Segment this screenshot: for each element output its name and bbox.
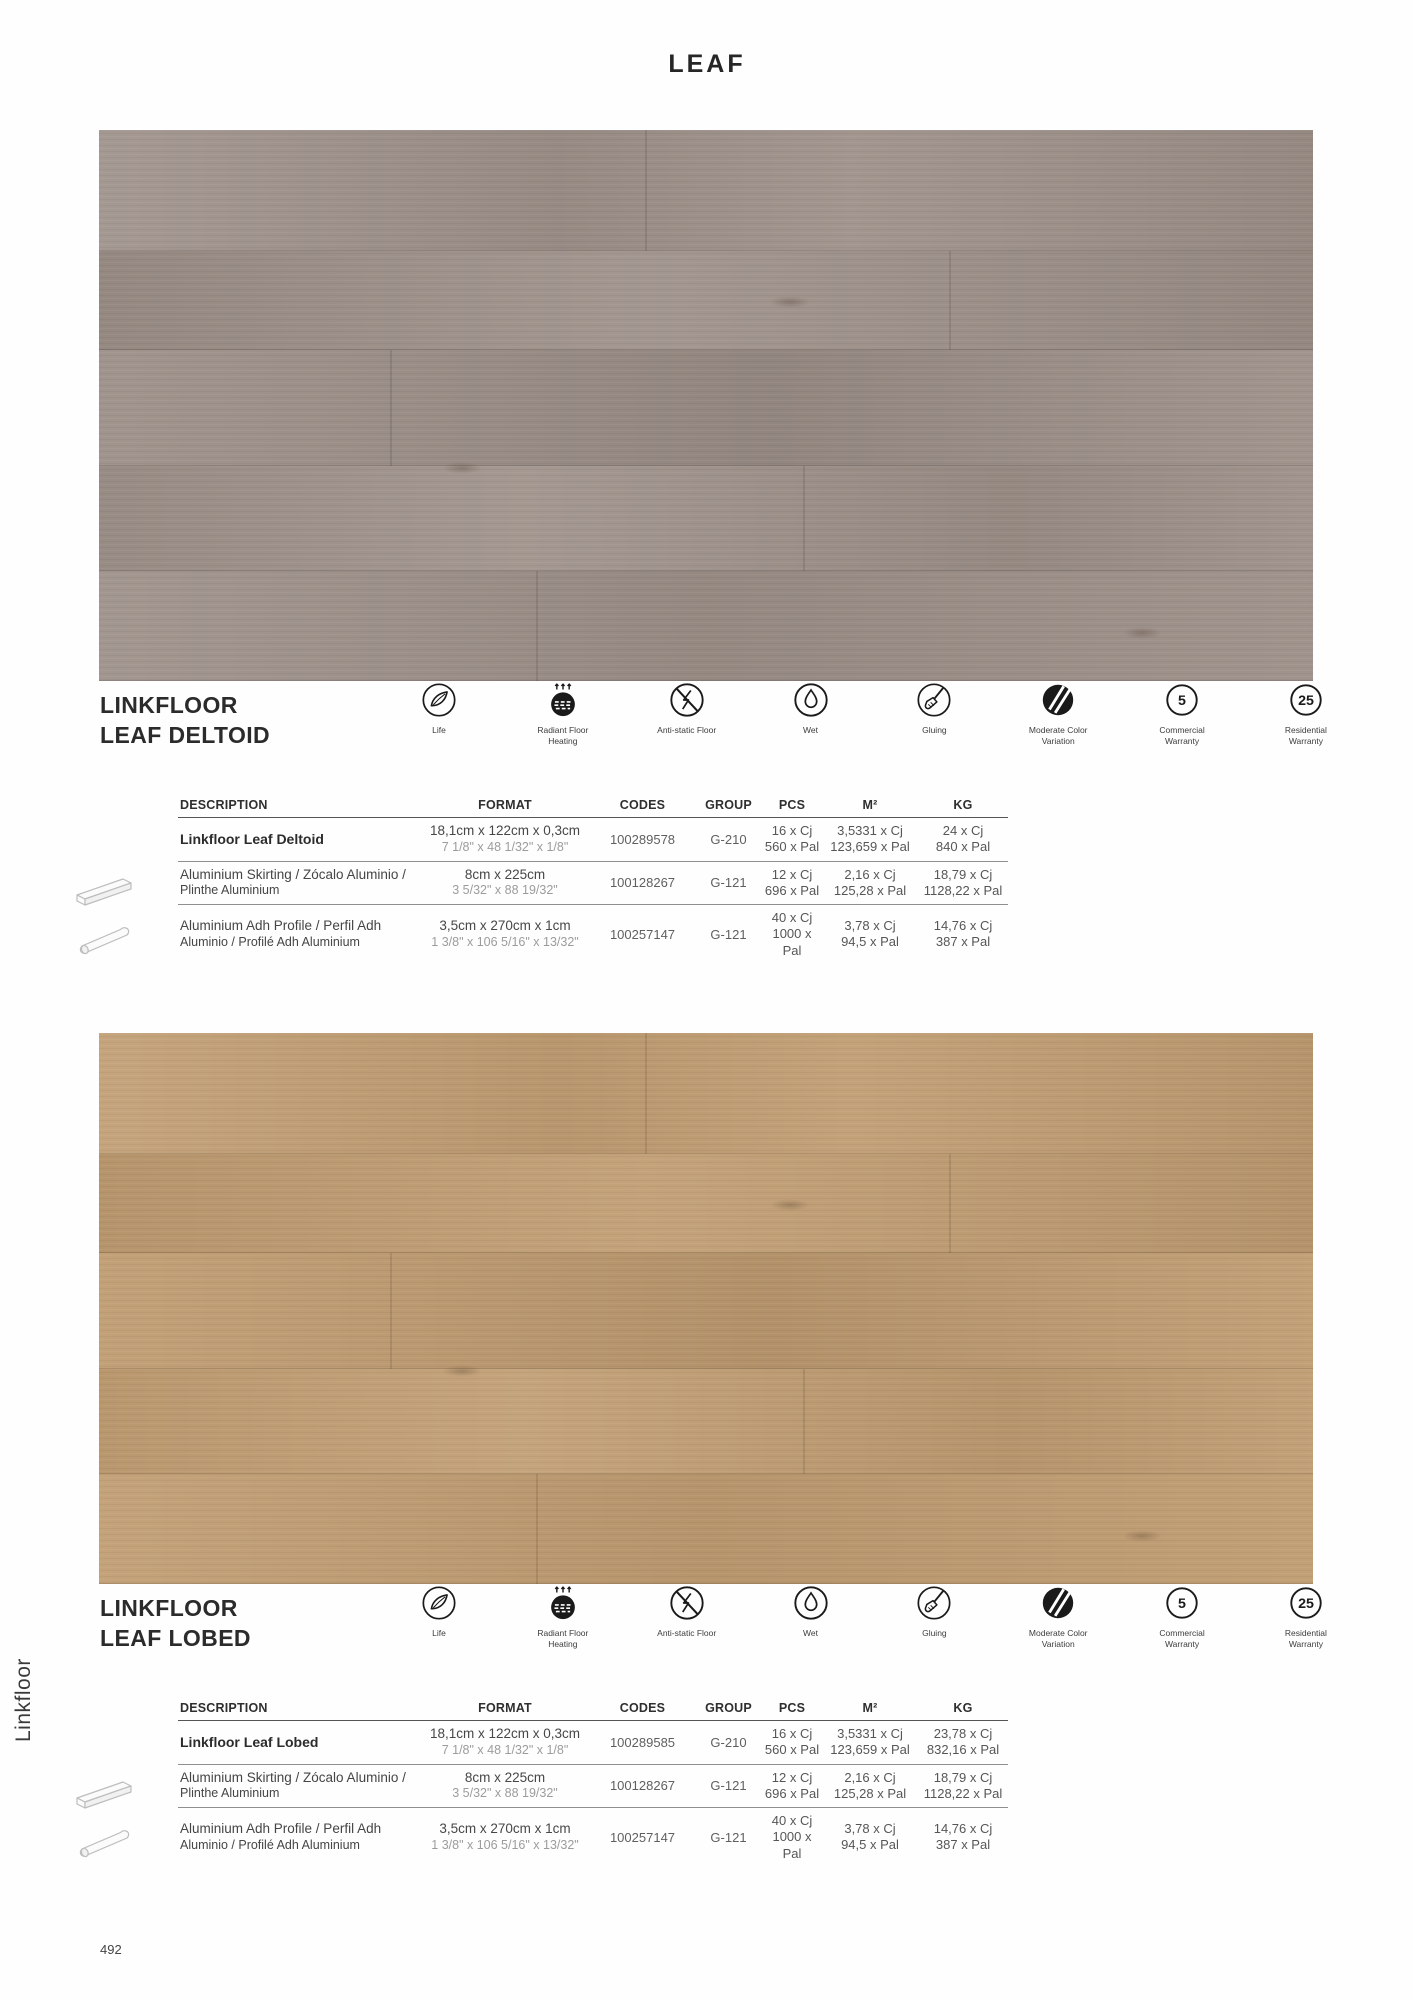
plank-seam (949, 1154, 951, 1253)
cell-kg (918, 818, 1008, 862)
cell-line: 8cm x 225cm (464, 866, 546, 882)
adh-profile-thumbnail-icon (72, 1821, 140, 1869)
cell-kg (918, 905, 1008, 964)
icon-label: Gluing (922, 725, 947, 735)
cell-kg (918, 861, 1008, 905)
cell-description (178, 1764, 420, 1808)
column-header: FORMAT (420, 798, 590, 818)
plank-seam (390, 350, 392, 466)
column-header: PCS (762, 1701, 822, 1721)
table-header-row (178, 798, 1008, 818)
radiant-floor-heating-icon (544, 681, 582, 719)
product-section-leaf-deltoid (0, 130, 1414, 1030)
product-heading-line2: LEAF DELTOID (100, 722, 271, 748)
cell-line: Aluminium Skirting / Zócalo Aluminio / (180, 866, 406, 882)
spec-table-container (178, 798, 1008, 964)
anti-static-floor-icon (668, 1584, 706, 1622)
product-photo-leaf-lobed (99, 1033, 1313, 1584)
icon-label: Life (432, 725, 446, 735)
cell-group: G-121 (695, 861, 762, 905)
cell-line: 1128,22 x Pal (923, 882, 1003, 898)
icon-label: Moderate Color Variation (1028, 725, 1088, 747)
cell-line: 2,16 x Cj (844, 1769, 896, 1785)
anti-static-floor-legend (645, 681, 729, 747)
cell-pcs (762, 818, 822, 862)
residential-warranty-legend (1264, 1584, 1348, 1650)
cell-description (178, 861, 420, 905)
wood-plank (99, 251, 1313, 350)
gluing-legend (892, 681, 976, 747)
wood-knot (439, 461, 485, 475)
cell-line: 125,28 x Pal (833, 1785, 907, 1801)
sidebar-collection-label: Linkfloor (12, 1658, 35, 1742)
cell-description (178, 1808, 420, 1867)
radiant-floor-heating-icon (544, 1584, 582, 1622)
cell-line: 40 x Cj (771, 1813, 813, 1828)
cell-line: 18,79 x Cj (933, 866, 993, 882)
cell-line: 14,76 x Cj (933, 1821, 993, 1837)
column-header: DESCRIPTION (178, 1701, 420, 1721)
feature-icons-strip (397, 681, 1348, 747)
cell-line: 12 x Cj (771, 1769, 813, 1785)
cell-line: 3 5/32" x 88 19/32" (452, 1786, 558, 1801)
cell-line: 16 x Cj (771, 823, 813, 838)
cell-line: 387 x Pal (935, 1837, 991, 1853)
cell-line: Aluminium Adh Profile / Perfil Adh (180, 918, 382, 934)
cell-line: Aluminium Adh Profile / Perfil Adh (180, 1821, 382, 1837)
page-title: LEAF (668, 50, 746, 78)
adh-profile-thumbnail-icon (72, 918, 140, 966)
plank-seam (645, 130, 647, 251)
cell-line: 1128,22 x Pal (923, 1785, 1003, 1801)
cell-line: 1000 x Pal (772, 926, 812, 958)
spec-table-container (178, 1701, 1008, 1867)
table-row (178, 818, 1008, 862)
svg-text:25: 25 (1297, 693, 1314, 710)
cell-codes: 100257147 (609, 1829, 676, 1845)
product-heading-line1: LINKFLOOR (100, 692, 238, 718)
product-heading-line2: LEAF LOBED (100, 1625, 251, 1651)
commercial-warranty-legend (1140, 1584, 1224, 1650)
cell-line: 3,5cm x 270cm x 1cm (439, 918, 571, 934)
cell-group: G-121 (710, 1829, 747, 1845)
cell-line: 18,1cm x 122cm x 0,3cm (429, 823, 581, 838)
cell-m2 (822, 1764, 918, 1808)
column-header: GROUP (695, 798, 762, 818)
cell-line: 696 x Pal (764, 1785, 820, 1801)
anti-static-floor-legend (645, 1584, 729, 1650)
wood-plank (99, 1033, 1313, 1154)
cell-line: 3,78 x Cj (844, 918, 896, 934)
cell-line: 3,5331 x Cj (837, 1726, 903, 1741)
wet-legend (769, 681, 853, 747)
table-row (178, 905, 1008, 964)
cell-line: Plinthe Aluminium (180, 883, 280, 898)
wood-knot (439, 1364, 485, 1378)
column-header: DESCRIPTION (178, 798, 420, 818)
cell-line: 94,5 x Pal (841, 1837, 899, 1853)
table-row (178, 861, 1008, 905)
cell-group: G-210 (695, 1721, 762, 1765)
cell-line: 3,78 x Cj (844, 1821, 896, 1837)
product-heading (100, 1593, 251, 1653)
cell-line: Linkfloor Leaf Deltoid (180, 830, 324, 847)
cell-line: 1000 x Pal (772, 1829, 812, 1861)
gluing-legend (892, 1584, 976, 1650)
plank-seam (949, 251, 951, 350)
cell-line: 14,76 x Cj (933, 918, 993, 934)
page-number: 492 (100, 1942, 122, 1957)
wet-icon (792, 1584, 830, 1622)
icon-label: Residential Warranty (1284, 725, 1327, 747)
cell-m2 (822, 818, 918, 862)
anti-static-floor-icon (668, 681, 706, 719)
cell-description (178, 818, 420, 862)
cell-codes: 100128267 (590, 1764, 695, 1808)
icon-label: Anti-static Floor (657, 1628, 717, 1638)
moderate-color-variation-legend (1016, 681, 1100, 747)
icon-label: Wet (803, 725, 819, 735)
cell-line: Aluminium Skirting / Zócalo Aluminio / (180, 1769, 406, 1785)
cell-format (420, 861, 590, 905)
cell-format (420, 818, 590, 862)
icon-label: Radiant Floor Heating (537, 1628, 589, 1650)
cell-pcs (762, 1764, 822, 1808)
cell-line: 840 x Pal (935, 839, 991, 855)
plank-seam (803, 1369, 805, 1474)
cell-line: 560 x Pal (764, 1742, 820, 1758)
column-header: CODES (590, 1701, 695, 1721)
cell-line: 832,16 x Pal (926, 1742, 1000, 1758)
icon-label: Residential Warranty (1284, 1628, 1327, 1650)
product-photo-leaf-deltoid (99, 130, 1313, 681)
cell-m2 (822, 905, 918, 964)
commercial-warranty-icon (1163, 681, 1201, 719)
wood-plank (99, 1154, 1313, 1253)
cell-kg (918, 1764, 1008, 1808)
cell-line: 2,16 x Cj (844, 866, 896, 882)
cell-codes: 100289585 (590, 1721, 695, 1765)
radiant-floor-heating-legend (521, 1584, 605, 1650)
cell-codes: 100257147 (609, 926, 676, 942)
table-row (178, 1764, 1008, 1808)
cell-format (420, 1721, 590, 1765)
column-header: GROUP (695, 1701, 762, 1721)
gluing-icon (915, 1584, 953, 1622)
column-header: KG (918, 1701, 1008, 1721)
cell-line: 1 3/8" x 106 5/16" x 13/32" (431, 935, 579, 949)
column-header: PCS (762, 798, 822, 818)
cell-line: 125,28 x Pal (833, 882, 907, 898)
column-header: M² (822, 798, 918, 818)
life-legend (397, 1584, 481, 1650)
column-header: M² (822, 1701, 918, 1721)
accessory-thumbnails (72, 1773, 140, 1869)
cell-line: 23,78 x Cj (933, 1726, 993, 1741)
moderate-color-variation-icon (1039, 1584, 1077, 1622)
cell-m2 (822, 1721, 918, 1765)
wood-plank (99, 1369, 1313, 1474)
wood-knot (1119, 1529, 1165, 1543)
wet-legend (769, 1584, 853, 1650)
cell-pcs (762, 905, 822, 964)
spec-table (178, 1701, 1008, 1867)
cell-codes: 100289578 (590, 818, 695, 862)
cell-line: 7 1/8" x 48 1/32" x 1/8" (441, 839, 569, 854)
icon-label: Commercial Warranty (1159, 725, 1205, 747)
cell-line: 387 x Pal (935, 934, 991, 950)
column-header: FORMAT (420, 1701, 590, 1721)
product-heading-line1: LINKFLOOR (100, 1595, 238, 1621)
skirting-thumbnail-icon (72, 870, 140, 918)
life-icon (420, 681, 458, 719)
table-row (178, 1721, 1008, 1765)
residential-warranty-icon (1287, 1584, 1325, 1622)
cell-line: 3,5331 x Cj (837, 823, 903, 838)
cell-line: Plinthe Aluminium (180, 1786, 280, 1801)
icon-label: Moderate Color Variation (1028, 1628, 1088, 1650)
cell-pcs (762, 861, 822, 905)
residential-warranty-legend (1264, 681, 1348, 747)
wet-icon (792, 681, 830, 719)
plank-seam (536, 1474, 538, 1584)
column-header: CODES (590, 798, 695, 818)
cell-line: 18,1cm x 122cm x 0,3cm (429, 1726, 581, 1741)
feature-icons-strip (397, 1584, 1348, 1650)
wood-plank (99, 130, 1313, 251)
svg-text:25: 25 (1297, 1596, 1314, 1613)
cell-m2 (822, 861, 918, 905)
accessory-thumbnails (72, 870, 140, 966)
gluing-icon (915, 681, 953, 719)
moderate-color-variation-icon (1039, 681, 1077, 719)
cell-line: 18,79 x Cj (933, 1769, 993, 1785)
cell-pcs (762, 1808, 822, 1867)
cell-line: 696 x Pal (764, 882, 820, 898)
cell-line: 16 x Cj (771, 1726, 813, 1741)
cell-group: G-210 (695, 818, 762, 862)
icon-label: Radiant Floor Heating (537, 725, 589, 747)
radiant-floor-heating-legend (521, 681, 605, 747)
cell-group: G-121 (695, 1764, 762, 1808)
table-row (178, 1808, 1008, 1867)
svg-text:5: 5 (1178, 1596, 1187, 1613)
cell-kg (918, 1808, 1008, 1867)
product-section-leaf-lobed (0, 1033, 1414, 1933)
column-header: KG (918, 798, 1008, 818)
cell-line: 123,659 x Pal (830, 1742, 910, 1758)
plank-seam (536, 571, 538, 681)
plank-seam (390, 1253, 392, 1369)
icon-label: Wet (803, 1628, 819, 1638)
life-legend (397, 681, 481, 747)
commercial-warranty-icon (1163, 1584, 1201, 1622)
cell-codes: 100128267 (590, 861, 695, 905)
cell-line: 560 x Pal (764, 839, 820, 855)
residential-warranty-icon (1287, 681, 1325, 719)
cell-format (420, 1764, 590, 1808)
cell-line: 12 x Cj (771, 866, 813, 882)
cell-line: 7 1/8" x 48 1/32" x 1/8" (441, 1742, 569, 1757)
svg-text:5: 5 (1178, 693, 1187, 710)
skirting-thumbnail-icon (72, 1773, 140, 1821)
cell-format (420, 905, 590, 964)
moderate-color-variation-legend (1016, 1584, 1100, 1650)
wood-plank (99, 350, 1313, 466)
cell-line: 94,5 x Pal (841, 934, 899, 950)
wood-knot (1119, 626, 1165, 640)
icon-label: Commercial Warranty (1159, 1628, 1205, 1650)
cell-format (420, 1808, 590, 1867)
plank-seam (645, 1033, 647, 1154)
cell-line: 40 x Cj (771, 910, 813, 925)
cell-line: Aluminio / Profilé Adh Aluminium (180, 1838, 360, 1852)
cell-line: 3 5/32" x 88 19/32" (452, 883, 558, 898)
commercial-warranty-legend (1140, 681, 1224, 747)
icon-label: Gluing (922, 1628, 947, 1638)
cell-line: 8cm x 225cm (464, 1769, 546, 1785)
cell-line: Aluminio / Profilé Adh Aluminium (180, 935, 360, 949)
cell-line: 1 3/8" x 106 5/16" x 13/32" (431, 1838, 579, 1852)
cell-description (178, 1721, 420, 1765)
cell-kg (918, 1721, 1008, 1765)
spec-table (178, 798, 1008, 964)
icon-label: Anti-static Floor (657, 725, 717, 735)
cell-m2 (822, 1808, 918, 1867)
cell-line: 3,5cm x 270cm x 1cm (439, 1821, 571, 1837)
product-heading (100, 690, 270, 750)
wood-plank (99, 466, 1313, 571)
table-header-row (178, 1701, 1008, 1721)
cell-group: G-121 (710, 926, 747, 942)
icon-label: Life (432, 1628, 446, 1638)
cell-line: 123,659 x Pal (830, 839, 910, 855)
cell-pcs (762, 1721, 822, 1765)
life-icon (420, 1584, 458, 1622)
plank-seam (803, 466, 805, 571)
cell-description (178, 905, 420, 964)
cell-line: 24 x Cj (942, 823, 984, 838)
wood-plank (99, 1253, 1313, 1369)
cell-line: Linkfloor Leaf Lobed (180, 1733, 319, 1750)
